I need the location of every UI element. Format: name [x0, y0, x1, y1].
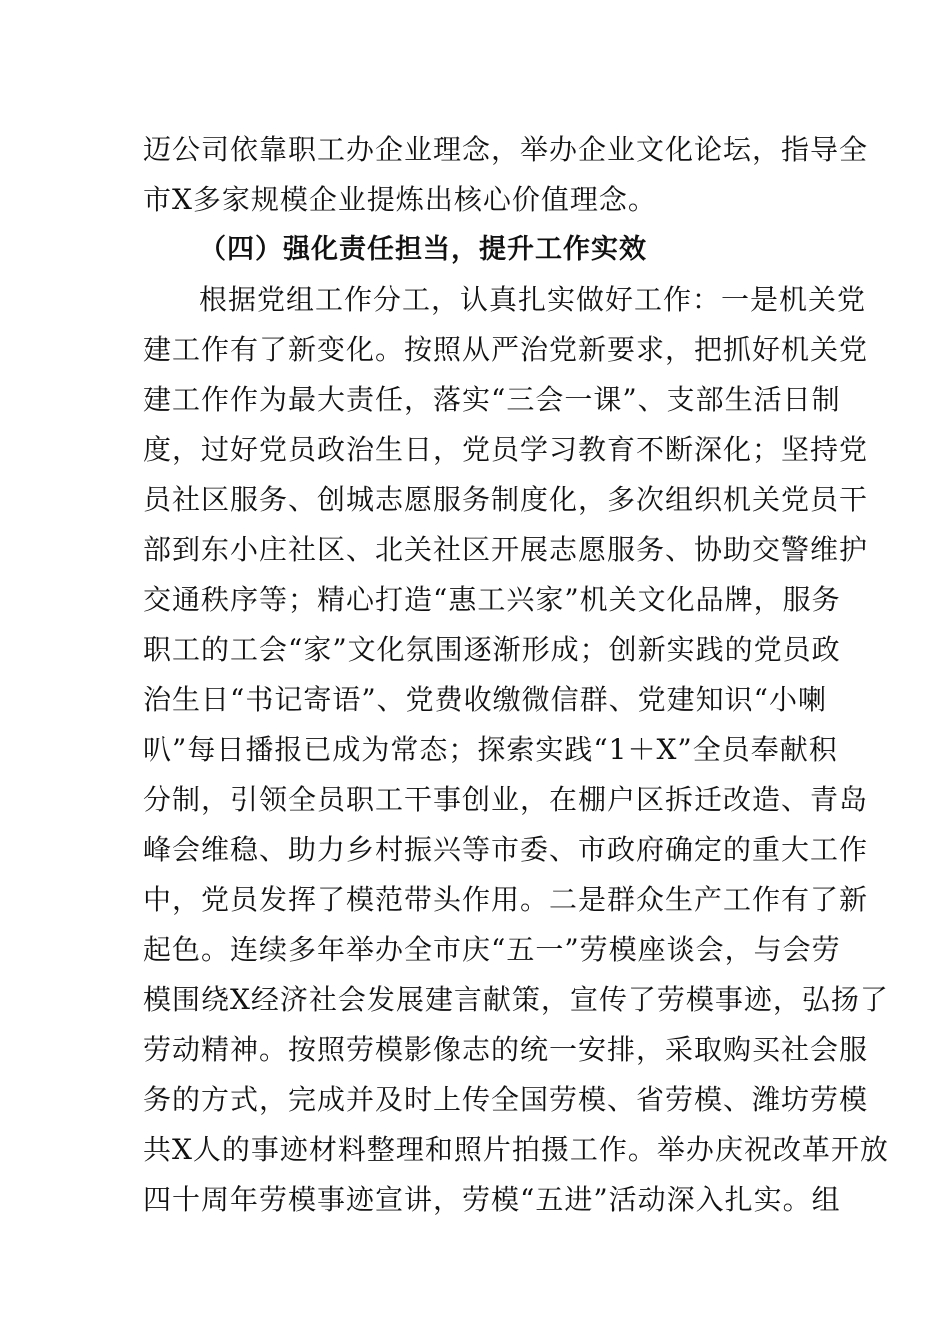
- paragraph-line: 建工作有了新变化。按照从严治党新要求，把抓好机关党: [143, 333, 869, 366]
- paragraph-line: 务的方式，完成并及时上传全国劳模、省劳模、潍坊劳模: [143, 1083, 869, 1116]
- paragraph-line: 中，党员发挥了模范带头作用。二是群众生产工作有了新: [143, 883, 869, 916]
- paragraph-line: 叭”每日播报已成为常态；探索实践“1＋X”全员奉献积: [143, 733, 838, 766]
- paragraph-line: 模围绕X经济社会发展建言献策，宣传了劳模事迹，弘扬了: [143, 983, 889, 1016]
- paragraph-line: 劳动精神。按照劳模影像志的统一安排，采取购买社会服: [143, 1033, 869, 1066]
- paragraph-line: 四十周年劳模事迹宣讲，劳模“五进”活动深入扎实。组: [143, 1183, 841, 1216]
- paragraph-line: 员社区服务、创城志愿服务制度化，多次组织机关党员干: [143, 483, 869, 516]
- paragraph-line: 迈公司依靠职工办企业理念，举办企业文化论坛，指导全: [143, 133, 869, 166]
- paragraph-line: 建工作作为最大责任，落实“三会一课”、支部生活日制: [143, 383, 841, 416]
- paragraph-line: 部到东小庄社区、北关社区开展志愿服务、协助交警维护: [143, 533, 869, 566]
- paragraph-line: 交通秩序等；精心打造“惠工兴家”机关文化品牌，服务: [143, 583, 841, 616]
- paragraph-line: 市X多家规模企业提炼出核心价值理念。: [143, 183, 657, 216]
- paragraph-line: 分制，引领全员职工干事创业，在棚户区拆迁改造、青岛: [143, 783, 869, 816]
- paragraph-line: 根据党组工作分工，认真扎实做好工作：一是机关党: [199, 283, 867, 316]
- section-heading: （四）强化责任担当，提升工作实效: [199, 234, 647, 265]
- paragraph-line: 共X人的事迹材料整理和照片拍摄工作。举办庆祝改革开放: [143, 1133, 889, 1166]
- paragraph-line: 职工的工会“家”文化氛围逐渐形成；创新实践的党员政: [143, 633, 841, 666]
- paragraph-line: 治生日“书记寄语”、党费收缴微信群、党建知识“小喇: [143, 683, 827, 716]
- paragraph-line: 起色。连续多年举办全市庆“五一”劳模座谈会，与会劳: [143, 933, 841, 966]
- paragraph-line: 度，过好党员政治生日，党员学习教育不断深化；坚持党: [143, 433, 869, 466]
- paragraph-line: 峰会维稳、助力乡村振兴等市委、市政府确定的重大工作: [143, 833, 869, 866]
